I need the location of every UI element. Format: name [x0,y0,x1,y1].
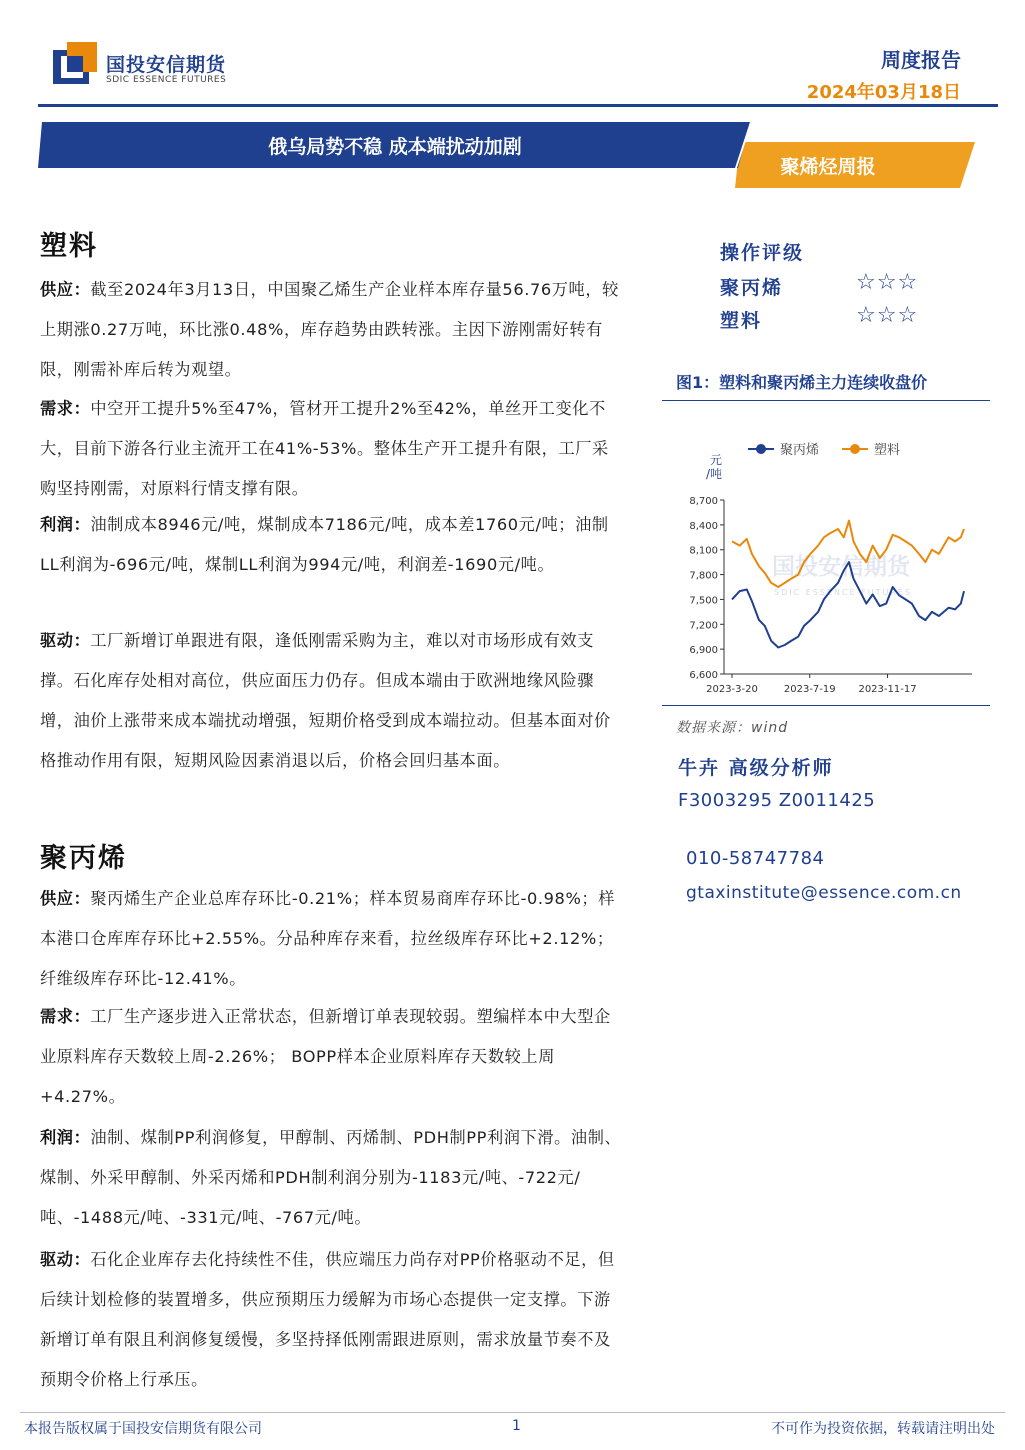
figure-bottom-rule [662,705,990,706]
company-name-en: SDIC ESSENCE FUTURES [106,75,227,85]
analyst-cert-numbers: F3003295 Z0011425 [678,790,876,811]
section-title-plastic: 塑料 [40,231,98,262]
x-tick-label: 2023-3-20 [706,684,758,695]
y-tick-label: 8,400 [689,520,718,532]
y-axis-unit: 元/吨 [706,453,723,481]
rating-stars-plastic: ☆☆☆ [856,303,919,328]
pp-profit-label: 利润： [40,1128,91,1147]
company-logo-icon [53,42,97,84]
chart-watermark-en: SDIC ESSENCE FUTURES [774,588,913,597]
header-divider [38,104,998,107]
plastic-driver-paragraph [40,621,625,781]
company-name: 国投安信期货 [106,54,227,76]
plastic-supply-label: 供应： [40,280,91,299]
rating-name-plastic: 塑料 [720,310,763,332]
y-tick-label: 8,700 [689,496,718,507]
y-tick-label: 6,600 [689,670,718,681]
footer-divider [20,1412,1005,1413]
chart-watermark: 国投安信期货 [772,554,910,580]
y-tick-label: 7,500 [689,595,718,607]
footer-copyright: 本报告版权属于国投安信期货有限公司 [24,1421,262,1437]
pp-profit-text: 油制、煤制PP利润修复，甲醇制、丙烯制、PDH制PP利润下滑。油制、煤制、外采甲醇制、外采丙烯和PDH制利润分别为-1183元/吨、-722元/吨、-1488元/吨、-331元/吨、-767元/吨。 [40,1128,622,1227]
report-date: 2024年03月18日 [806,82,961,103]
pp-demand-paragraph [40,997,625,1117]
analyst-name-title: 牛卉 高级分析师 [678,757,834,779]
pp-supply-label: 供应： [40,889,91,908]
legend-label-pp: 聚丙烯 [780,443,820,458]
plastic-profit-text: 油制成本8946元/吨，煤制成本7186元/吨，成本差1760元/吨；油制LL利润为-696元/吨，煤制LL利润为994元/吨，利润差-1690元/吨。 [40,515,609,574]
pp-demand-label: 需求： [40,1007,91,1026]
page-number: 1 [512,1418,521,1434]
rating-heading: 操作评级 [720,242,805,264]
plastic-demand-label: 需求： [40,399,91,418]
figure-source: 数据来源：wind [676,720,789,736]
pp-demand-text: 工厂生产逐步进入正常状态，但新增订单表现较弱。塑编样本中大型企业原料库存天数较上周-2.26%； BOPP样本企业原料库存天数较上周+4.27%。 [40,1007,611,1106]
y-tick-label: 6,900 [689,645,718,657]
plastic-driver-label: 驱动： [40,631,91,650]
pp-driver-paragraph [40,1240,625,1400]
report-series-name: 聚烯烃周报 [780,156,876,178]
y-tick-label: 7,800 [689,570,718,582]
pp-supply-paragraph [40,879,625,999]
footer-disclaimer: 不可作为投资依据，转载请注明出处 [771,1421,995,1437]
plastic-supply-paragraph [40,270,625,390]
legend-marker-plastic [850,444,860,454]
pp-driver-text: 石化企业库存去化持续性不佳，供应端压力尚存对PP价格驱动不足，但后续计划检修的装置增多，供应预期压力缓解为市场心态提供一定支撑。下游新增订单有限且利润修复缓慢，多坚持择低刚需跟进原则，需求放量节奏不及预期令价格上行承压。 [40,1250,615,1389]
plastic-demand-text: 中空开工提升5%至47%，管材开工提升2%至42%，单丝开工变化不大，目前下游各行业主流开工在41%-53%。整体生产开工提升有限，工厂采购坚持刚需，对原料行情支撑有限。 [40,399,609,498]
legend-marker-pp [756,444,766,454]
price-chart-svg [662,402,990,702]
report-type: 周度报告 [881,48,961,72]
y-tick-label: 8,100 [689,545,718,557]
analyst-email-link[interactable]: gtaxinstitute@essence.com.cn [686,883,962,903]
pp-profit-paragraph [40,1118,625,1238]
pp-supply-text: 聚丙烯生产企业总库存环比-0.21%；样本贸易商库存环比-0.98%；样本港口仓库库存环比+2.55%。分品种库存来看，拉丝级库存环比+2.12%；纤维级库存环比-12.41%。 [40,889,616,988]
y-tick-label: 7,200 [689,620,718,632]
figure-top-rule [662,400,990,401]
pp-driver-label: 驱动： [40,1250,91,1269]
section-title-pp: 聚丙烯 [40,843,127,874]
x-tick-label: 2023-7-19 [783,684,836,695]
legend-label-plastic: 塑料 [874,443,901,458]
x-tick-label: 2023-11-17 [858,684,917,695]
plastic-demand-paragraph [40,389,625,509]
analyst-phone: 010-58747784 [686,848,825,869]
price-chart [662,402,990,702]
rating-name-pp: 聚丙烯 [720,277,784,299]
rating-stars-pp: ☆☆☆ [856,270,919,295]
plastic-supply-text: 截至2024年3月13日，中国聚乙烯生产企业样本库存量56.76万吨，较上期涨0.27万吨，环比涨0.48%，库存趋势由跌转涨。主因下游刚需好转有限，刚需补库后转为观望。 [40,280,619,379]
plastic-driver-text: 工厂新增订单跟进有限，逢低刚需采购为主，难以对市场形成有效支撑。石化库存处相对高位，供应面压力仍存。但成本端由于欧洲地缘风险骤增，油价上涨带来成本端扰动增强，短期价格受到成本端拉动。但基本面对价格推动作用有限，短期风险因素消退以后，价格会回归基本面。 [40,631,611,770]
plastic-profit-paragraph [40,505,625,585]
report-headline: 俄乌局势不稳 成本端扰动加剧 [268,136,522,158]
figure-title: 图1：塑料和聚丙烯主力连续收盘价 [676,373,928,392]
plastic-profit-label: 利润： [40,515,91,534]
